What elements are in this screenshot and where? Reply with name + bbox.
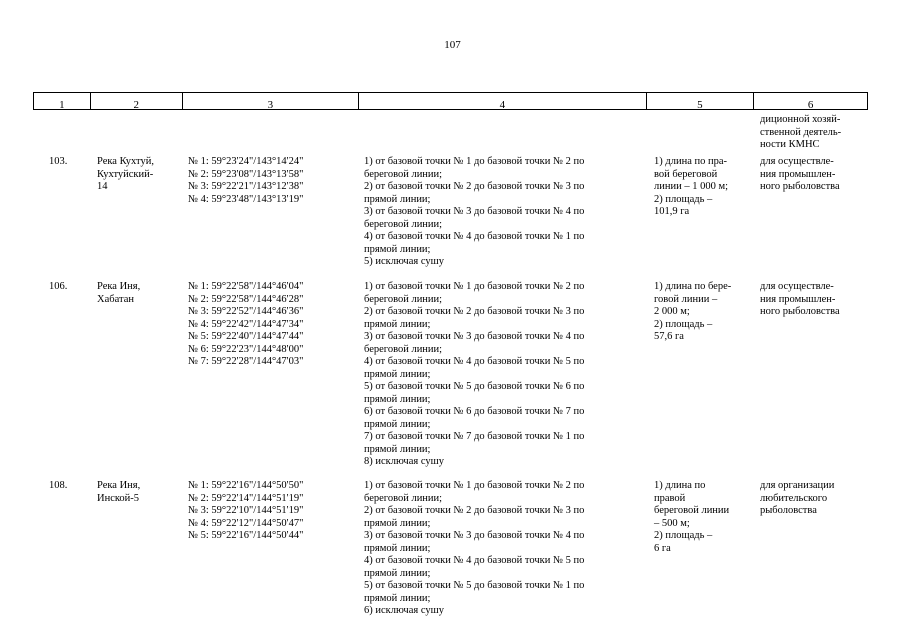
boundary-description xyxy=(364,156,649,269)
description-line: 2) от базовой точки № 2 до базовой точки № 3 по xyxy=(364,181,585,192)
size-line: правой xyxy=(654,492,686,504)
description-line: прямой линии; xyxy=(364,542,431,554)
description-line: прямой линии; xyxy=(364,592,431,604)
site-size xyxy=(654,480,754,555)
coordinates xyxy=(188,480,360,543)
description-line: прямой линии; xyxy=(364,243,431,255)
carryover-purpose-text xyxy=(760,114,870,152)
coordinate-line: № 1: 59°22'58"/144°46'04" xyxy=(188,281,304,292)
size-line: 2) площадь – xyxy=(654,530,713,541)
header-col-5: 5 xyxy=(647,93,755,109)
coordinate-line: № 3: 59°22'52"/144°46'36" xyxy=(188,306,304,317)
carryover-line: диционной хозяй- xyxy=(760,114,841,125)
coordinate-line: № 3: 59°22'21"/143°12'38" xyxy=(188,181,304,192)
purpose-line: рыболовства xyxy=(760,505,817,516)
site-purpose xyxy=(760,156,870,194)
description-line: береговой линии; xyxy=(364,218,443,230)
description-line: 1) от базовой точки № 1 до базовой точки № 2 по xyxy=(364,480,585,491)
description-line: прямой линии; xyxy=(364,567,431,579)
purpose-line: ного рыболовства xyxy=(760,181,840,192)
description-line: прямой линии; xyxy=(364,418,431,430)
description-line: прямой линии; xyxy=(364,193,431,205)
boundary-description xyxy=(364,480,649,618)
header-col-3: 3 xyxy=(183,93,360,109)
description-line: 3) от базовой точки № 3 до базовой точки № 4 по xyxy=(364,206,585,217)
coordinate-line: № 6: 59°22'23"/144°48'00" xyxy=(188,343,304,355)
description-line: 3) от базовой точки № 3 до базовой точки № 4 по xyxy=(364,331,585,342)
site-size xyxy=(654,281,754,344)
row-number: 108. xyxy=(49,480,68,491)
description-line: 8) исключая сушу xyxy=(364,456,444,467)
description-line: 4) от базовой точки № 4 до базовой точки № 5 по xyxy=(364,356,585,367)
coordinate-line: № 2: 59°22'58"/144°46'28" xyxy=(188,293,304,305)
site-name xyxy=(97,281,185,306)
size-line: береговой линии xyxy=(654,505,730,516)
description-line: прямой линии; xyxy=(364,318,431,330)
description-line: 2) от базовой точки № 2 до базовой точки № 3 по xyxy=(364,306,585,317)
description-line: 5) от базовой точки № 5 до базовой точки № 1 по xyxy=(364,580,585,591)
site-purpose xyxy=(760,281,870,319)
purpose-line: ния промышлен- xyxy=(760,168,836,180)
size-line: 101,9 га xyxy=(654,206,690,217)
coordinate-line: № 5: 59°22'16"/144°50'44" xyxy=(188,530,304,541)
purpose-line: для осуществле- xyxy=(760,156,834,167)
description-line: прямой линии; xyxy=(364,443,431,455)
description-line: береговой линии; xyxy=(364,168,443,180)
coordinate-line: № 2: 59°22'14"/144°51'19" xyxy=(188,492,304,504)
coordinate-line: № 4: 59°22'12"/144°50'47" xyxy=(188,517,304,529)
header-col-4: 4 xyxy=(359,93,646,109)
purpose-line: ния промышлен- xyxy=(760,293,836,305)
size-line: вой береговой xyxy=(654,168,718,180)
description-line: 2) от базовой точки № 2 до базовой точки № 3 по xyxy=(364,505,585,516)
coordinate-line: № 5: 59°22'40"/144°47'44" xyxy=(188,331,304,342)
description-line: прямой линии; xyxy=(364,517,431,529)
coordinate-line: № 1: 59°23'24"/143°14'24" xyxy=(188,156,304,167)
description-line: 7) от базовой точки № 7 до базовой точки № 1 по xyxy=(364,431,585,442)
site-name-line: Река Иня, xyxy=(97,281,141,292)
site-name-line: Река Иня, xyxy=(97,480,141,491)
coordinate-line: № 4: 59°23'48"/143°13'19" xyxy=(188,193,304,205)
boundary-description xyxy=(364,281,649,469)
description-line: 5) от базовой точки № 5 до базовой точки № 6 по xyxy=(364,381,585,392)
size-line: 6 га xyxy=(654,542,671,554)
description-line: береговой линии; xyxy=(364,492,443,504)
site-name-line: 14 xyxy=(97,181,108,192)
carryover-line: ности КМНС xyxy=(760,139,820,150)
row-number: 103. xyxy=(49,156,68,167)
coordinates xyxy=(188,156,360,206)
description-line: 4) от базовой точки № 4 до базовой точки № 1 по xyxy=(364,231,585,242)
size-line: 1) длина по пра- xyxy=(654,156,727,167)
purpose-line: любительского xyxy=(760,492,828,504)
carryover-line: ственной деятель- xyxy=(760,126,842,138)
description-line: 1) от базовой точки № 1 до базовой точки № 2 по xyxy=(364,156,585,167)
page-number: 107 xyxy=(444,39,461,51)
coordinate-line: № 4: 59°22'42"/144°47'34" xyxy=(188,318,304,330)
description-line: 6) от базовой точки № 6 до базовой точки № 7 по xyxy=(364,406,585,417)
site-name xyxy=(97,480,185,505)
coordinates xyxy=(188,281,360,369)
size-line: говой линии – xyxy=(654,293,718,305)
site-name-line: Река Кухтуй, xyxy=(97,156,154,167)
size-line: линии – 1 000 м; xyxy=(654,181,729,192)
size-line: 2) площадь – xyxy=(654,193,713,205)
purpose-line: для организации xyxy=(760,480,835,491)
size-line: 2 000 м; xyxy=(654,306,690,317)
purpose-line: для осуществле- xyxy=(760,281,834,292)
coordinate-line: № 1: 59°22'16"/144°50'50" xyxy=(188,480,304,491)
description-line: 3) от базовой точки № 3 до базовой точки № 4 по xyxy=(364,530,585,541)
site-name-line: Инской-5 xyxy=(97,492,140,504)
coordinate-line: № 2: 59°23'08"/143°13'58" xyxy=(188,168,304,180)
description-line: 6) исключая сушу xyxy=(364,605,444,616)
site-name xyxy=(97,156,185,194)
description-line: 4) от базовой точки № 4 до базовой точки № 5 по xyxy=(364,555,585,566)
size-line: – 500 м; xyxy=(654,517,690,529)
site-name-line: Хабатан xyxy=(97,293,134,305)
description-line: 1) от базовой точки № 1 до базовой точки № 2 по xyxy=(364,281,585,292)
header-col-6: 6 xyxy=(807,99,814,111)
coordinate-line: № 3: 59°22'10"/144°51'19" xyxy=(188,505,304,516)
size-line: 57,6 га xyxy=(654,331,684,342)
purpose-line: ного рыболовства xyxy=(760,306,840,317)
site-name-line: Кухтуйский- xyxy=(97,168,154,180)
description-line: береговой линии; xyxy=(364,293,443,305)
description-line: прямой линии; xyxy=(364,393,431,405)
size-line: 2) площадь – xyxy=(654,318,713,330)
coordinate-line: № 7: 59°22'28"/144°47'03" xyxy=(188,356,304,367)
description-line: 5) исключая сушу xyxy=(364,256,444,267)
header-col-1: 1 xyxy=(34,93,91,109)
description-line: береговой линии; xyxy=(364,343,443,355)
table-header-row xyxy=(33,92,868,110)
site-size xyxy=(654,156,754,219)
row-number: 106. xyxy=(49,281,68,292)
site-purpose xyxy=(760,480,870,518)
size-line: 1) длина по xyxy=(654,480,706,491)
size-line: 1) длина по бере- xyxy=(654,281,732,292)
description-line: прямой линии; xyxy=(364,368,431,380)
header-col-2: 2 xyxy=(91,93,183,109)
